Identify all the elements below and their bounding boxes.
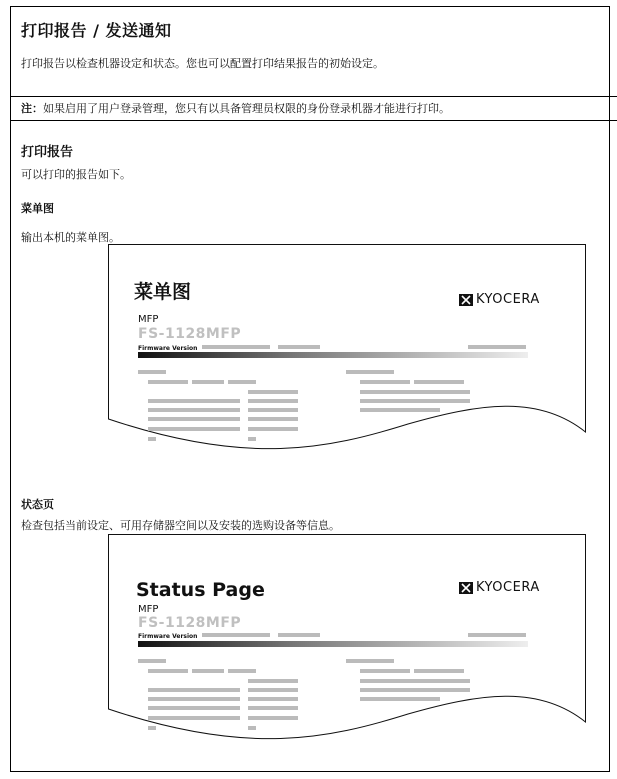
placeholder-bar <box>248 408 298 412</box>
placeholder-bar <box>414 380 464 384</box>
placeholder-bar <box>148 427 240 431</box>
placeholder-bar <box>360 679 470 683</box>
placeholder-bar <box>414 669 464 673</box>
placeholder-bar <box>148 697 240 701</box>
kyocera-logo <box>459 292 540 307</box>
placeholder-bar <box>248 399 298 403</box>
section-heading: 打印报告 <box>21 145 74 160</box>
placeholder-bar <box>248 697 298 701</box>
placeholder-bar <box>346 659 394 663</box>
placeholder-bar <box>138 370 166 374</box>
placeholder-bar <box>248 390 298 394</box>
placeholder-bar <box>138 659 166 663</box>
intro-text: 打印报告以检查机器设定和状态。您也可以配置打印结果报告的初始设定。 <box>21 57 384 70</box>
placeholder-bar <box>148 726 156 730</box>
report-desc-menu-map: 输出本机的菜单图。 <box>21 231 120 244</box>
placeholder-bar <box>248 726 256 730</box>
placeholder-bar <box>148 437 156 441</box>
placeholder-bar <box>346 370 394 374</box>
sample-model-name: FS-1128MFP <box>138 615 242 631</box>
report-heading-menu-map: 菜单图 <box>21 202 54 215</box>
kyocera-logo-text: KYOCERA <box>476 580 540 595</box>
note <box>21 100 450 116</box>
gradient-band <box>138 352 528 358</box>
placeholder-bar <box>360 399 470 403</box>
sample-mfp-label: MFP <box>138 314 159 325</box>
placeholder-bar <box>248 706 298 710</box>
placeholder-bar <box>360 390 470 394</box>
placeholder-bar <box>360 697 440 701</box>
placeholder-bar <box>360 408 440 412</box>
sample-title: 菜单图 <box>134 281 192 303</box>
placeholder-bar <box>148 716 240 720</box>
placeholder-bar <box>278 345 320 349</box>
placeholder-bar <box>248 437 256 441</box>
gradient-band <box>138 641 528 647</box>
placeholder-bar <box>468 345 526 349</box>
status-page-sample <box>108 534 586 756</box>
placeholder-bar <box>148 669 188 673</box>
kyocera-logo <box>459 580 540 595</box>
report-heading-status-page: 状态页 <box>21 498 54 511</box>
placeholder-bar <box>248 716 298 720</box>
placeholder-bar <box>228 380 256 384</box>
note-top-rule <box>10 96 617 97</box>
placeholder-bar <box>202 345 270 349</box>
section-lead: 可以打印的报告如下。 <box>21 168 131 181</box>
placeholder-bar <box>148 380 188 384</box>
sample-firmware-label: Firmware Version <box>138 633 198 640</box>
placeholder-bar <box>248 427 298 431</box>
placeholder-bar <box>148 399 240 403</box>
placeholder-bar <box>148 417 240 421</box>
sample-mfp-label: MFP <box>138 604 159 615</box>
placeholder-bar <box>148 408 240 412</box>
placeholder-bar <box>148 706 240 710</box>
kyocera-logo-icon <box>459 582 473 594</box>
report-desc-status-page: 检查包括当前设定、可用存储器空间以及安装的选购设备等信息。 <box>21 519 340 532</box>
placeholder-bar <box>248 679 298 683</box>
sample-title: Status Page <box>136 579 265 601</box>
placeholder-bar <box>248 688 298 692</box>
placeholder-bar <box>278 633 320 637</box>
kyocera-logo-icon <box>459 294 473 306</box>
placeholder-bar <box>148 688 240 692</box>
placeholder-bar <box>360 688 470 692</box>
sample-firmware-label: Firmware Version <box>138 345 198 352</box>
placeholder-bar <box>192 669 224 673</box>
placeholder-bar <box>248 417 298 421</box>
placeholder-bar <box>202 633 270 637</box>
placeholder-bar <box>360 380 410 384</box>
page-title: 打印报告 / 发送通知 <box>21 21 172 40</box>
menu-map-sample <box>108 244 586 466</box>
kyocera-logo-text: KYOCERA <box>476 292 540 307</box>
placeholder-bar <box>468 633 526 637</box>
placeholder-bar <box>360 669 410 673</box>
note-text: 如果启用了用户登录管理，您只有以具备管理员权限的身份登录机器才能进行打印。 <box>43 102 450 115</box>
note-bottom-rule <box>10 120 617 121</box>
placeholder-bar <box>192 380 224 384</box>
placeholder-bar <box>228 669 256 673</box>
note-label: 注： <box>21 102 43 115</box>
sample-model-name: FS-1128MFP <box>138 326 242 342</box>
